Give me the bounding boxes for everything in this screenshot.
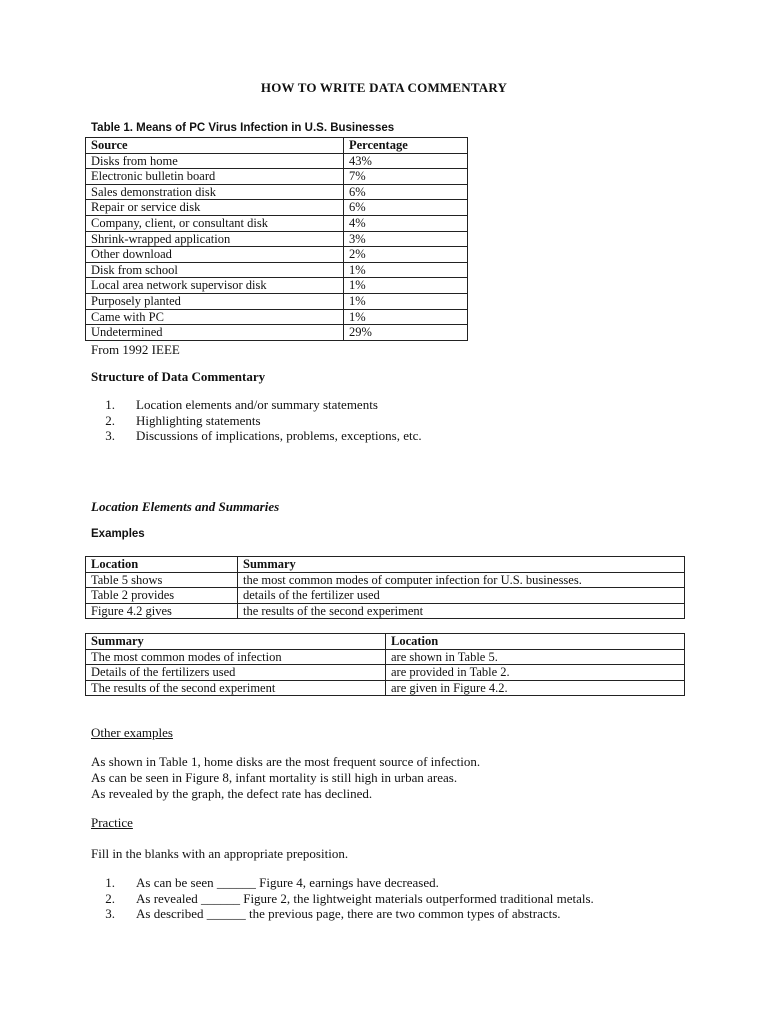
table1-source-note: From 1992 IEEE: [91, 342, 180, 357]
other-examples-heading: Other examples: [91, 725, 173, 740]
table-cell: Came with PC: [86, 309, 344, 325]
column-header: Percentage: [344, 138, 468, 154]
table-cell: Details of the fertilizers used: [86, 665, 386, 681]
practice-instruction: Fill in the blanks with an appropriate preposition.: [91, 846, 349, 861]
table-row: [86, 184, 468, 200]
table-cell: Sales demonstration disk: [86, 184, 344, 200]
list-text: Location elements and/or summary statements: [136, 397, 378, 412]
table-cell: Repair or service disk: [86, 200, 344, 216]
list-text: Highlighting statements: [136, 412, 261, 428]
structure-heading: Structure of Data Commentary: [91, 369, 266, 384]
table-row: [86, 262, 468, 278]
table1-caption: Table 1. Means of PC Virus Infection in U.S. Businesses: [91, 122, 395, 134]
table-header-row: [86, 138, 468, 154]
table-cell: Disks from home: [86, 153, 344, 169]
table-cell: The results of the second experiment: [86, 680, 386, 696]
table-cell: Shrink-wrapped application: [86, 231, 344, 247]
practice-list: [91, 875, 594, 922]
location-summary-table: [85, 556, 685, 619]
list-number: 1.: [105, 875, 115, 890]
table-cell: Disk from school: [86, 262, 344, 278]
table-cell: Local area network supervisor disk: [86, 278, 344, 294]
table-row: [86, 169, 468, 185]
column-header: Source: [86, 138, 344, 154]
example-sentence: As revealed by the graph, the defect rate has declined.: [91, 786, 373, 801]
table-cell: 7%: [344, 169, 468, 185]
table-cell: are given in Figure 4.2.: [386, 680, 685, 696]
table-cell: Undetermined: [86, 325, 344, 341]
table-row: [86, 572, 685, 588]
column-header: Summary: [238, 557, 685, 573]
table-cell: 6%: [344, 184, 468, 200]
table-row: [86, 200, 468, 216]
table-row: [86, 247, 468, 263]
summary-location-table: [85, 633, 685, 696]
example-sentence: As shown in Table 1, home disks are the most frequent source of infection.: [91, 754, 481, 769]
table-cell: are shown in Table 5.: [386, 649, 685, 665]
table-cell: the results of the second experiment: [238, 603, 685, 619]
table-row: [86, 603, 685, 619]
column-header: Location: [386, 634, 685, 650]
table-cell: the most common modes of computer infection for U.S. businesses.: [238, 572, 685, 588]
examples-label: Examples: [91, 528, 145, 540]
table-row: [86, 649, 685, 665]
list-text: As revealed ______ Figure 2, the lightweight materials outperformed traditional metals.: [136, 890, 594, 906]
list-item: [91, 891, 594, 907]
table-cell: Electronic bulletin board: [86, 169, 344, 185]
example-sentence: As can be seen in Figure 8, infant mortality is still high in urban areas.: [91, 770, 458, 785]
table-cell: 4%: [344, 215, 468, 231]
list-item: [91, 906, 594, 922]
table-row: [86, 278, 468, 294]
table-header-row: [86, 557, 685, 573]
table-cell: 1%: [344, 293, 468, 309]
table-cell: 1%: [344, 262, 468, 278]
table-body: [86, 153, 468, 340]
table-cell: 29%: [344, 325, 468, 341]
list-number: 2.: [105, 890, 115, 906]
table-body: [86, 649, 685, 696]
table-row: [86, 293, 468, 309]
list-text: As can be seen ______ Figure 4, earnings have decreased.: [136, 875, 439, 890]
list-text: As described ______ the previous page, there are two common types of abstracts.: [136, 906, 561, 921]
table-row: [86, 309, 468, 325]
table-header-row: [86, 634, 685, 650]
table-row: [86, 153, 468, 169]
practice-heading: Practice: [91, 815, 133, 830]
table-cell: The most common modes of infection: [86, 649, 386, 665]
table-cell: Table 2 provides: [86, 588, 238, 604]
column-header: Location: [86, 557, 238, 573]
table-row: [86, 325, 468, 341]
table-row: [86, 588, 685, 604]
table-cell: Purposely planted: [86, 293, 344, 309]
table-cell: 43%: [344, 153, 468, 169]
table-cell: 1%: [344, 278, 468, 294]
table-cell: Figure 4.2 gives: [86, 603, 238, 619]
table-cell: 2%: [344, 247, 468, 263]
table-cell: Other download: [86, 247, 344, 263]
virus-infection-table: [85, 137, 468, 341]
list-number: 1.: [105, 397, 115, 412]
list-item: [91, 397, 422, 413]
column-header: Summary: [86, 634, 386, 650]
list-number: 3.: [105, 428, 115, 443]
table-cell: Table 5 shows: [86, 572, 238, 588]
table-cell: 1%: [344, 309, 468, 325]
page-title: HOW TO WRITE DATA COMMENTARY: [260, 80, 508, 95]
list-number: 3.: [105, 906, 115, 921]
table-cell: Company, client, or consultant disk: [86, 215, 344, 231]
table-cell: 6%: [344, 200, 468, 216]
list-item: [91, 413, 422, 429]
table-cell: details of the fertilizer used: [238, 588, 685, 604]
table-row: [86, 680, 685, 696]
list-text: Discussions of implications, problems, exceptions, etc.: [136, 428, 422, 443]
structure-list: [91, 397, 422, 444]
table-body: [86, 572, 685, 619]
table-row: [86, 665, 685, 681]
list-number: 2.: [105, 412, 115, 428]
table-cell: are provided in Table 2.: [386, 665, 685, 681]
list-item: [91, 875, 594, 891]
list-item: [91, 428, 422, 444]
table-cell: 3%: [344, 231, 468, 247]
table-row: [86, 231, 468, 247]
table-row: [86, 215, 468, 231]
location-section-heading: Location Elements and Summaries: [91, 499, 280, 514]
